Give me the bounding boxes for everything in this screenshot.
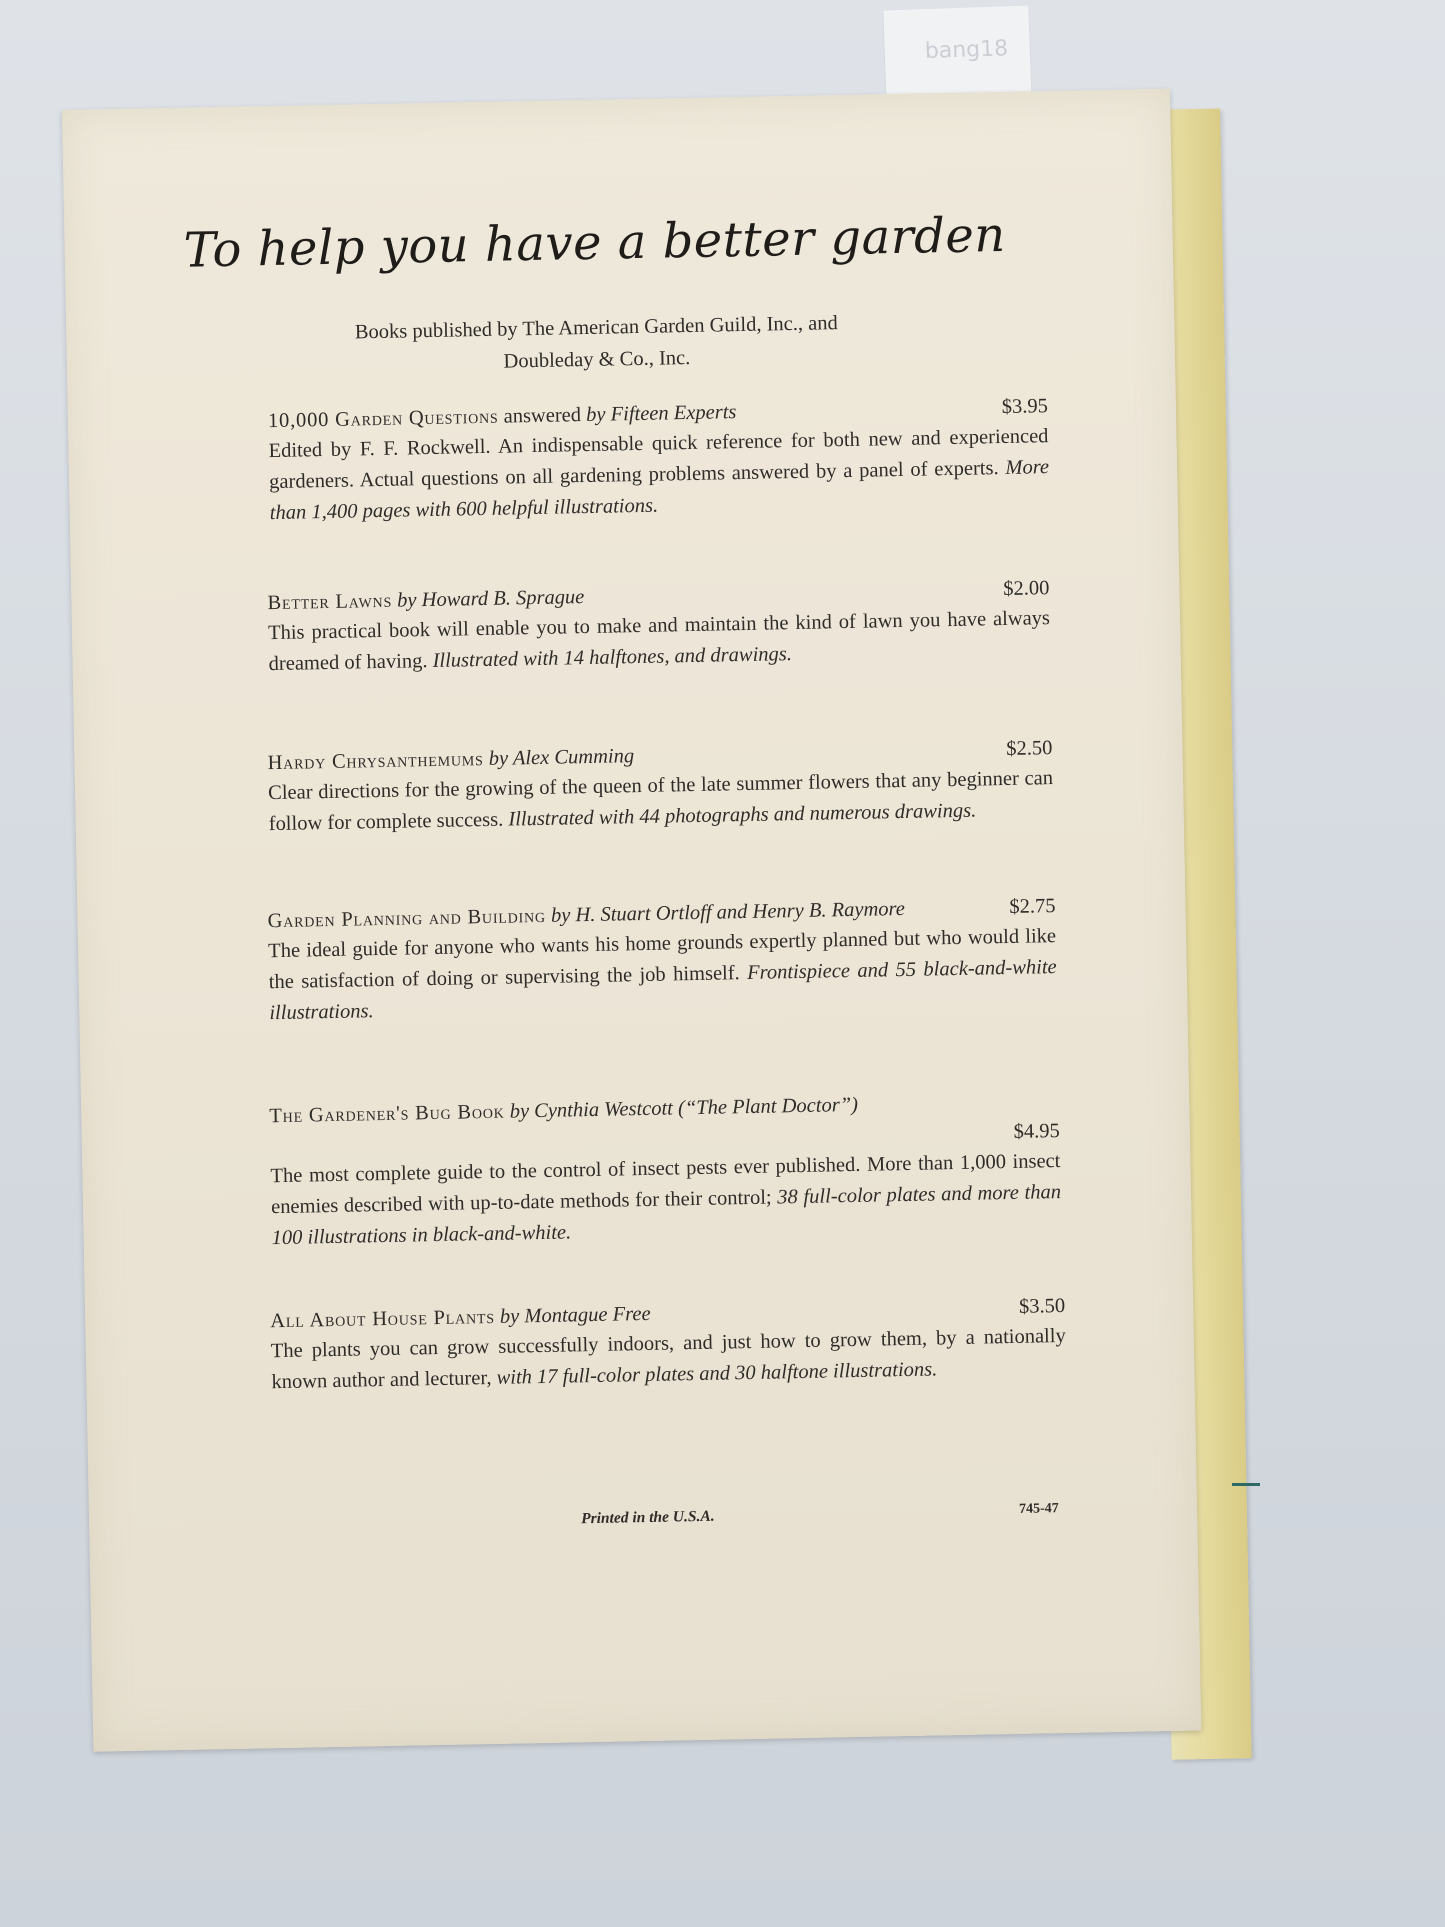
book-title: All About House Plants bbox=[270, 1305, 496, 1333]
book-price: $3.50 bbox=[1018, 1294, 1066, 1318]
book-desc-text: The most complete guide to the control of insect pests ever published. More than 1,000 insect enemies described with up-to-date methods for their control; bbox=[270, 1150, 1061, 1219]
headline: To help you have a better garden bbox=[183, 206, 1007, 279]
book-entry bbox=[267, 733, 1054, 840]
book-author: by Cynthia Westcott (“The Plant Doctor”) bbox=[509, 1093, 859, 1123]
sticker-text: bang18 bbox=[924, 36, 1009, 65]
book-description bbox=[268, 921, 1058, 1029]
book-description bbox=[270, 1146, 1062, 1254]
book-author-prefix: answered bbox=[503, 404, 582, 428]
book-author: by H. Stuart Ortloff and Henry B. Raymore bbox=[550, 897, 906, 927]
subhead-line-1: Books published by The American Garden Guild, Inc., and bbox=[354, 312, 838, 344]
book-entry bbox=[269, 1086, 1062, 1254]
book-desc-italic: Frontispiece and 55 black-and-white illustrations. bbox=[269, 956, 1057, 1025]
catalog-code: 745-47 bbox=[1018, 1501, 1059, 1517]
book-desc-italic: More than 1,400 pages with 600 helpful illustrations. bbox=[269, 456, 1050, 525]
book-desc-italic: 38 full-color plates and more than 100 illustrations in black-and-white. bbox=[271, 1181, 1062, 1250]
book-entry bbox=[267, 573, 1051, 680]
book-price: $2.00 bbox=[1003, 577, 1050, 601]
book-title: The Gardener's Bug Book bbox=[269, 1100, 505, 1128]
book-price: $4.95 bbox=[1013, 1120, 1060, 1143]
book-title: Garden Planning and Building bbox=[267, 904, 547, 933]
book-desc-text: This practical book will enable you to make and maintain the kind of lawn you have always dreamed of having. bbox=[267, 607, 1051, 676]
book-price: $2.50 bbox=[1006, 737, 1053, 760]
book-desc-italic: Illustrated with 44 photographs and numerous drawings. bbox=[508, 799, 977, 831]
book-description bbox=[268, 421, 1050, 529]
book-price: $3.95 bbox=[1001, 395, 1049, 419]
subhead bbox=[66, 302, 1127, 386]
book-desc-text: Clear directions for the growing of the queen of the late summer flowers that any beginner can follow for complete success. bbox=[267, 767, 1054, 836]
book-author: by Howard B. Sprague bbox=[396, 586, 585, 612]
book-author: by Montague Free bbox=[499, 1302, 651, 1328]
book-entry bbox=[267, 891, 1057, 1029]
book-desc-text: The plants you can grow successfully indoors, and just how to grow them, by a nationally known author and lecturer, bbox=[270, 1324, 1066, 1394]
book-price: $2.75 bbox=[1009, 895, 1056, 918]
book-jacket-back bbox=[62, 89, 1201, 1752]
book-title: 10,000 Garden Questions bbox=[267, 405, 499, 433]
book-title: Better Lawns bbox=[267, 589, 393, 615]
book-desc-text: The ideal guide for anyone who wants his home grounds expertly planned but who would like the satisfaction of doing or supervising the job himself. bbox=[267, 925, 1057, 994]
jacket-footer bbox=[89, 1498, 1197, 1528]
book-entry bbox=[268, 391, 1050, 529]
book-desc-text: Edited by F. F. Rockwell. An indispensable quick reference for both new and experienced gardeners. Actual questions on all gardening problems answered by a panel of experts. bbox=[268, 425, 1049, 494]
book-author: by Fifteen Experts bbox=[585, 401, 737, 426]
price-sticker bbox=[883, 5, 1031, 105]
spine-mark bbox=[1232, 1483, 1260, 1486]
book-desc-italic: Illustrated with 14 halftones, and drawings. bbox=[432, 643, 793, 672]
book-entry bbox=[270, 1291, 1067, 1398]
book-author: by Alex Cumming bbox=[488, 745, 635, 770]
book-title: Hardy Chrysanthemums bbox=[267, 748, 484, 775]
printed-in-usa: Printed in the U.S.A. bbox=[580, 1507, 715, 1528]
book-desc-italic: with 17 full-color plates and 30 halftone illustrations. bbox=[496, 1358, 938, 1389]
subhead-line-2: Doubleday & Co., Inc. bbox=[503, 346, 691, 373]
